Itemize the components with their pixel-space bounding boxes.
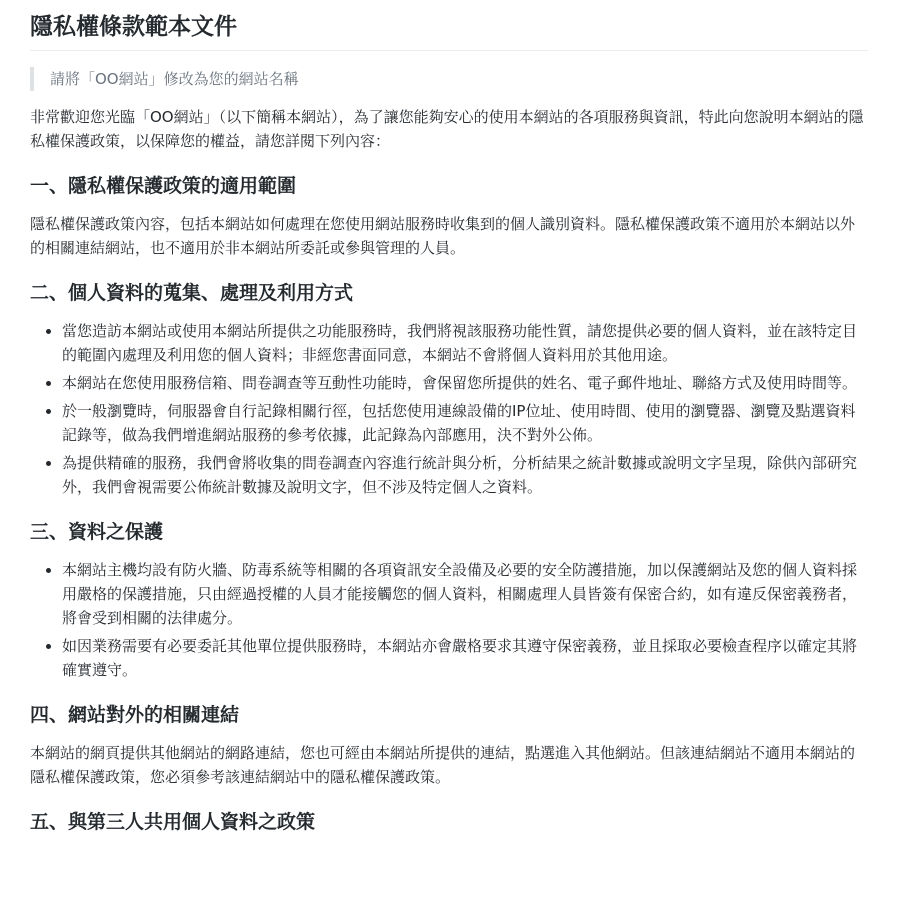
list-item: • 於一般瀏覽時，伺服器會自行記錄相關行徑，包括您使用連線設備的IP位址、使用時間、使用的瀏覽器、瀏覽及點選資料記錄等，做為我們增進網站服務的參考依據，此記錄為內部應用，決不對外公佈。 — [62, 399, 868, 447]
section-heading-external-links: 四、網站對外的相關連結 — [30, 704, 240, 726]
section-paragraph-external-links: 本網站的網頁提供其他網站的網路連結，您也可經由本網站所提供的連結，點選進入其他網站。但該連結網站不適用本網站的隱私權保護政策，您必須參考該連結網站中的隱私權保護政策。 — [30, 744, 856, 786]
section-heading-collection: 二、個人資料的蒐集、處理及利用方式 — [30, 282, 354, 304]
page-title: 隱私權條款範本文件 — [30, 12, 868, 51]
list-item: • 如因業務需要有必要委託其他單位提供服務時，本網站亦會嚴格要求其遵守保密義務，並且採取必要檢查程序以確定其將確實遵守。 — [62, 634, 868, 682]
list-item: • 本網站主機均設有防火牆、防毒系統等相關的各項資訊安全設備及必要的安全防護措施，加以保護網站及您的個人資料採用嚴格的保護措施，只由經過授權的人員才能接觸您的個人資料，相關處理人員皆簽有保密合約，如有違反保密義務者，將會受到相關的法律處分。 — [62, 558, 868, 630]
collection-list — [30, 319, 868, 499]
list-item: • 本網站在您使用服務信箱、問卷調查等互動性功能時，會保留您所提供的姓名、電子郵件地址、聯絡方式及使用時間等。 — [62, 371, 868, 395]
instruction-note: 請將「OO網站」修改為您的網站名稱 — [30, 67, 868, 91]
intro-paragraph: 非常歡迎您光臨「OO網站」（以下簡稱本網站），為了讓您能夠安心的使用本網站的各項服務與資訊，特此向您說明本網站的隱私權保護政策，以保障您的權益，請您詳閱下列內容： — [30, 108, 864, 150]
section-heading-scope: 一、隱私權保護政策的適用範圍 — [30, 175, 297, 197]
section-heading-protection: 三、資料之保護 — [30, 521, 164, 543]
list-item: • 為提供精確的服務，我們會將收集的問卷調查內容進行統計與分析，分析結果之統計數據或說明文字呈現，除供內部研究外，我們會視需要公佈統計數據及說明文字，但不涉及特定個人之資料。 — [62, 451, 868, 499]
list-item: • 當您造訪本網站或使用本網站所提供之功能服務時，我們將視該服務功能性質，請您提供必要的個人資料，並在該特定目的範圍內處理及利用您的個人資料；非經您書面同意，本網站不會將個人資料用於其他用途。 — [62, 319, 868, 367]
section-heading-third-party: 五、與第三人共用個人資料之政策 — [30, 811, 316, 833]
section-paragraph-scope: 隱私權保護政策內容，包括本網站如何處理在您使用網站服務時收集到的個人識別資料。隱私權保護政策不適用於本網站以外的相關連結網站，也不適用於非本網站所委託或參與管理的人員。 — [30, 215, 856, 257]
document-page — [30, 12, 868, 848]
protection-list — [30, 558, 868, 682]
